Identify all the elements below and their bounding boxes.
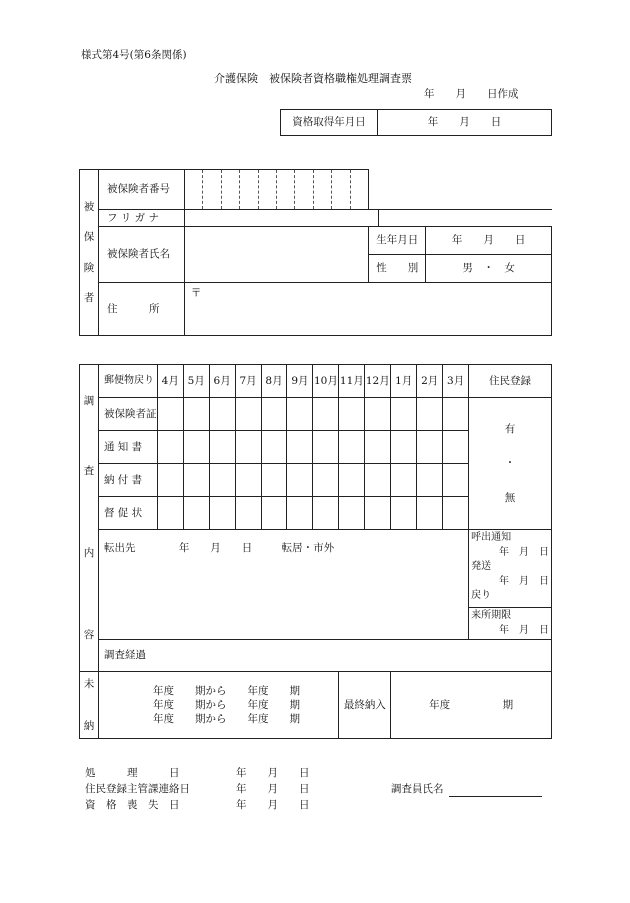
acquisition-date-box — [280, 109, 552, 136]
loss-date-value[interactable]: 年 月 日 — [236, 799, 310, 811]
insured-side-label: 被 保 険 者 — [80, 170, 99, 336]
row-mail-returned: 郵便物戻り — [98, 365, 157, 398]
call-notice-label: 呼出通知 — [471, 532, 512, 543]
month-4: 4月 — [157, 365, 183, 398]
created-date: 年 月 日作成 — [424, 88, 519, 100]
moved-out-field[interactable] — [98, 530, 468, 640]
row-payment-slip: 納 付 書 — [98, 464, 157, 497]
month-8: 8月 — [261, 365, 287, 398]
moved-out-label: 転出先 — [103, 542, 136, 554]
insured-number-boxes[interactable] — [184, 170, 368, 210]
month-12: 12月 — [365, 365, 391, 398]
address-field[interactable] — [184, 283, 551, 336]
form-title: 介護保険 被保険者資格職権処理調査票 — [214, 72, 412, 85]
resident-contact-date-label: 住民登録主管課連絡日 — [85, 783, 190, 795]
month-1: 1月 — [391, 365, 417, 398]
resident-contact-date-value[interactable]: 年 月 日 — [236, 783, 310, 795]
insured-name-label: 被保険者氏名 — [98, 227, 184, 283]
month-10: 10月 — [313, 365, 339, 398]
month-7: 7月 — [235, 365, 261, 398]
insured-table — [79, 169, 552, 336]
month-11: 11月 — [339, 365, 365, 398]
row-insured-card: 被保険者証 — [98, 398, 157, 431]
last-payment-label: 最終納入 — [339, 672, 391, 739]
survey-progress-label: 調査経過 — [103, 649, 146, 662]
acquisition-date-value[interactable]: 年 月 日 — [378, 110, 552, 136]
resident-registration-label: 住民登録 — [469, 365, 552, 398]
acquisition-date-label: 資格取得年月日 — [281, 110, 378, 136]
survey-side-label: 調 査 内 容 — [80, 365, 99, 672]
month-3: 3月 — [443, 365, 469, 398]
sex-value[interactable]: 男 ・ 女 — [462, 262, 515, 275]
surveyor-name-label: 調査員氏名 — [391, 783, 444, 795]
address-label: 住 所 — [98, 283, 184, 336]
month-5: 5月 — [183, 365, 209, 398]
unpaid-periods[interactable]: 年度 期から 年度 期 年度 期から 年度 期 年度 期から 年度 期 — [98, 672, 338, 739]
unpaid-side-label: 未 納 — [80, 672, 99, 739]
moved-out-type[interactable]: 転居・市外 — [281, 542, 335, 554]
visit-deadline-date[interactable]: 年 月 日 — [499, 624, 549, 636]
insured-number-label: 被保険者番号 — [98, 170, 184, 210]
sent-date[interactable]: 年 月 日 — [499, 575, 549, 587]
loss-date-label: 資 格 喪 失 日 — [85, 799, 180, 811]
visit-deadline-label: 来所期限 — [471, 610, 512, 621]
furigana-label: フ リ ガ ナ — [98, 210, 184, 227]
insured-name-field[interactable] — [184, 227, 368, 283]
form-number: 様式第4号(第6条関係) — [81, 49, 187, 61]
birth-date-value[interactable]: 年 月 日 — [451, 234, 526, 247]
moved-out-date: 年 月 日 — [178, 542, 253, 554]
month-6: 6月 — [209, 365, 235, 398]
survey-progress-field[interactable] — [98, 640, 551, 672]
process-date-label: 処 理 日 — [85, 767, 180, 779]
resident-registration-options[interactable]: 有 ・ 無 — [469, 398, 552, 530]
birth-date-label: 生年月日 — [369, 227, 426, 254]
call-notice-box — [469, 530, 552, 640]
sent-label: 発送 — [471, 561, 492, 572]
postal-mark: 〒 — [190, 287, 202, 299]
process-date-value[interactable]: 年 月 日 — [236, 767, 310, 779]
survey-table — [79, 364, 552, 739]
sex-label: 性 別 — [369, 255, 426, 282]
month-9: 9月 — [287, 365, 313, 398]
row-reminder: 督 促 状 — [98, 497, 157, 530]
surveyor-name-field[interactable] — [449, 784, 542, 797]
last-payment-value[interactable]: 年度 期 — [391, 672, 552, 739]
returned-label: 戻り — [471, 590, 492, 601]
month-2: 2月 — [417, 365, 443, 398]
row-notice: 通 知 書 — [98, 431, 157, 464]
call-notice-date[interactable]: 年 月 日 — [499, 546, 549, 558]
furigana-field[interactable] — [184, 210, 378, 227]
